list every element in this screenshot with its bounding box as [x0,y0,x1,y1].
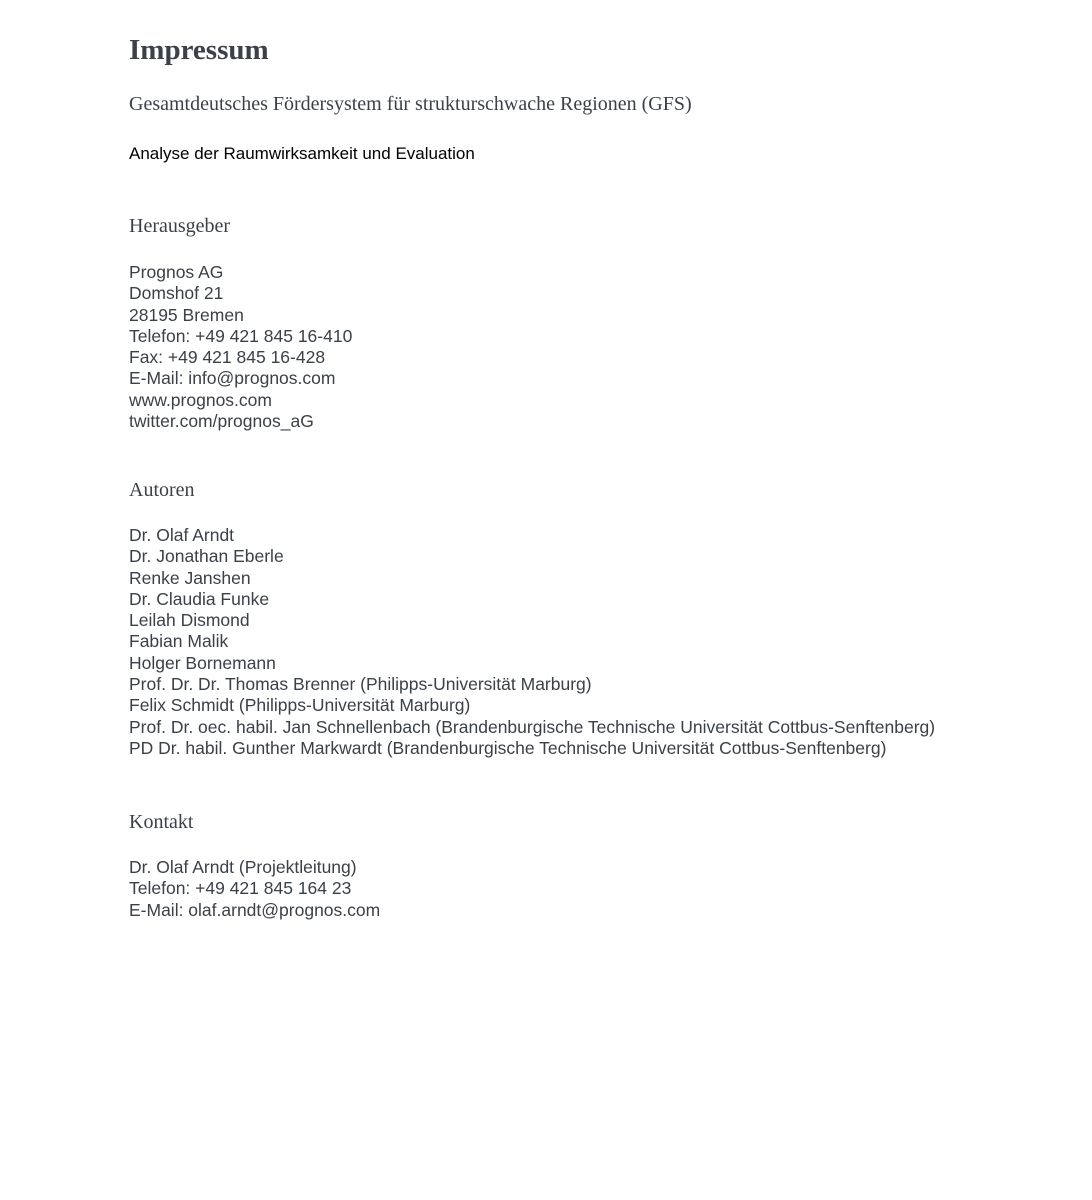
kontakt-block [129,857,380,921]
publisher-email: E-Mail: info@prognos.com [129,368,336,389]
section-heading-autoren: Autoren [129,479,195,501]
publisher-street: Domshof 21 [129,283,224,304]
author-item: Felix Schmidt (Philipps-Universität Marburg) [129,695,471,716]
publisher-fax: Fax: +49 421 845 16-428 [129,347,326,368]
herausgeber-address-block [129,262,352,432]
author-item: Dr. Claudia Funke [129,588,270,609]
publisher-twitter: twitter.com/prognos_aG [129,411,314,432]
contact-phone: Telefon: +49 421 845 164 23 [129,878,352,899]
author-item: Holger Bornemann [129,652,276,673]
page-title: Impressum [129,34,269,66]
author-item: Fabian Malik [129,631,229,652]
author-item: Prof. Dr. Dr. Thomas Brenner (Philipps-Universität Marburg) [129,674,592,695]
author-item: Leilah Dismond [129,610,250,631]
author-item: Renke Janshen [129,567,251,588]
publisher-website: www.prognos.com [129,389,272,410]
document-tagline: Analyse der Raumwirksamkeit und Evaluation [129,144,475,163]
author-item: Dr. Jonathan Eberle [129,546,284,567]
publisher-city: 28195 Bremen [129,304,244,325]
author-item: Dr. Olaf Arndt [129,525,235,545]
publisher-phone: Telefon: +49 421 845 16-410 [129,325,353,346]
autoren-list [129,525,935,759]
publisher-name: Prognos AG [129,262,224,282]
document-subtitle: Gesamtdeutsches Fördersystem für strukturschwache Regionen (GFS) [129,93,692,115]
author-item: PD Dr. habil. Gunther Markwardt (Brandenburgische Technische Universität Cottbus-Senftenberg) [129,737,887,758]
contact-email: E-Mail: olaf.arndt@prognos.com [129,899,381,920]
author-item: Prof. Dr. oec. habil. Jan Schnellenbach (Brandenburgische Technische Universität Cottbus-Senftenberg) [129,716,936,737]
section-heading-herausgeber: Herausgeber [129,215,231,237]
section-heading-kontakt: Kontakt [129,811,194,833]
contact-person: Dr. Olaf Arndt (Projektleitung) [129,857,357,877]
